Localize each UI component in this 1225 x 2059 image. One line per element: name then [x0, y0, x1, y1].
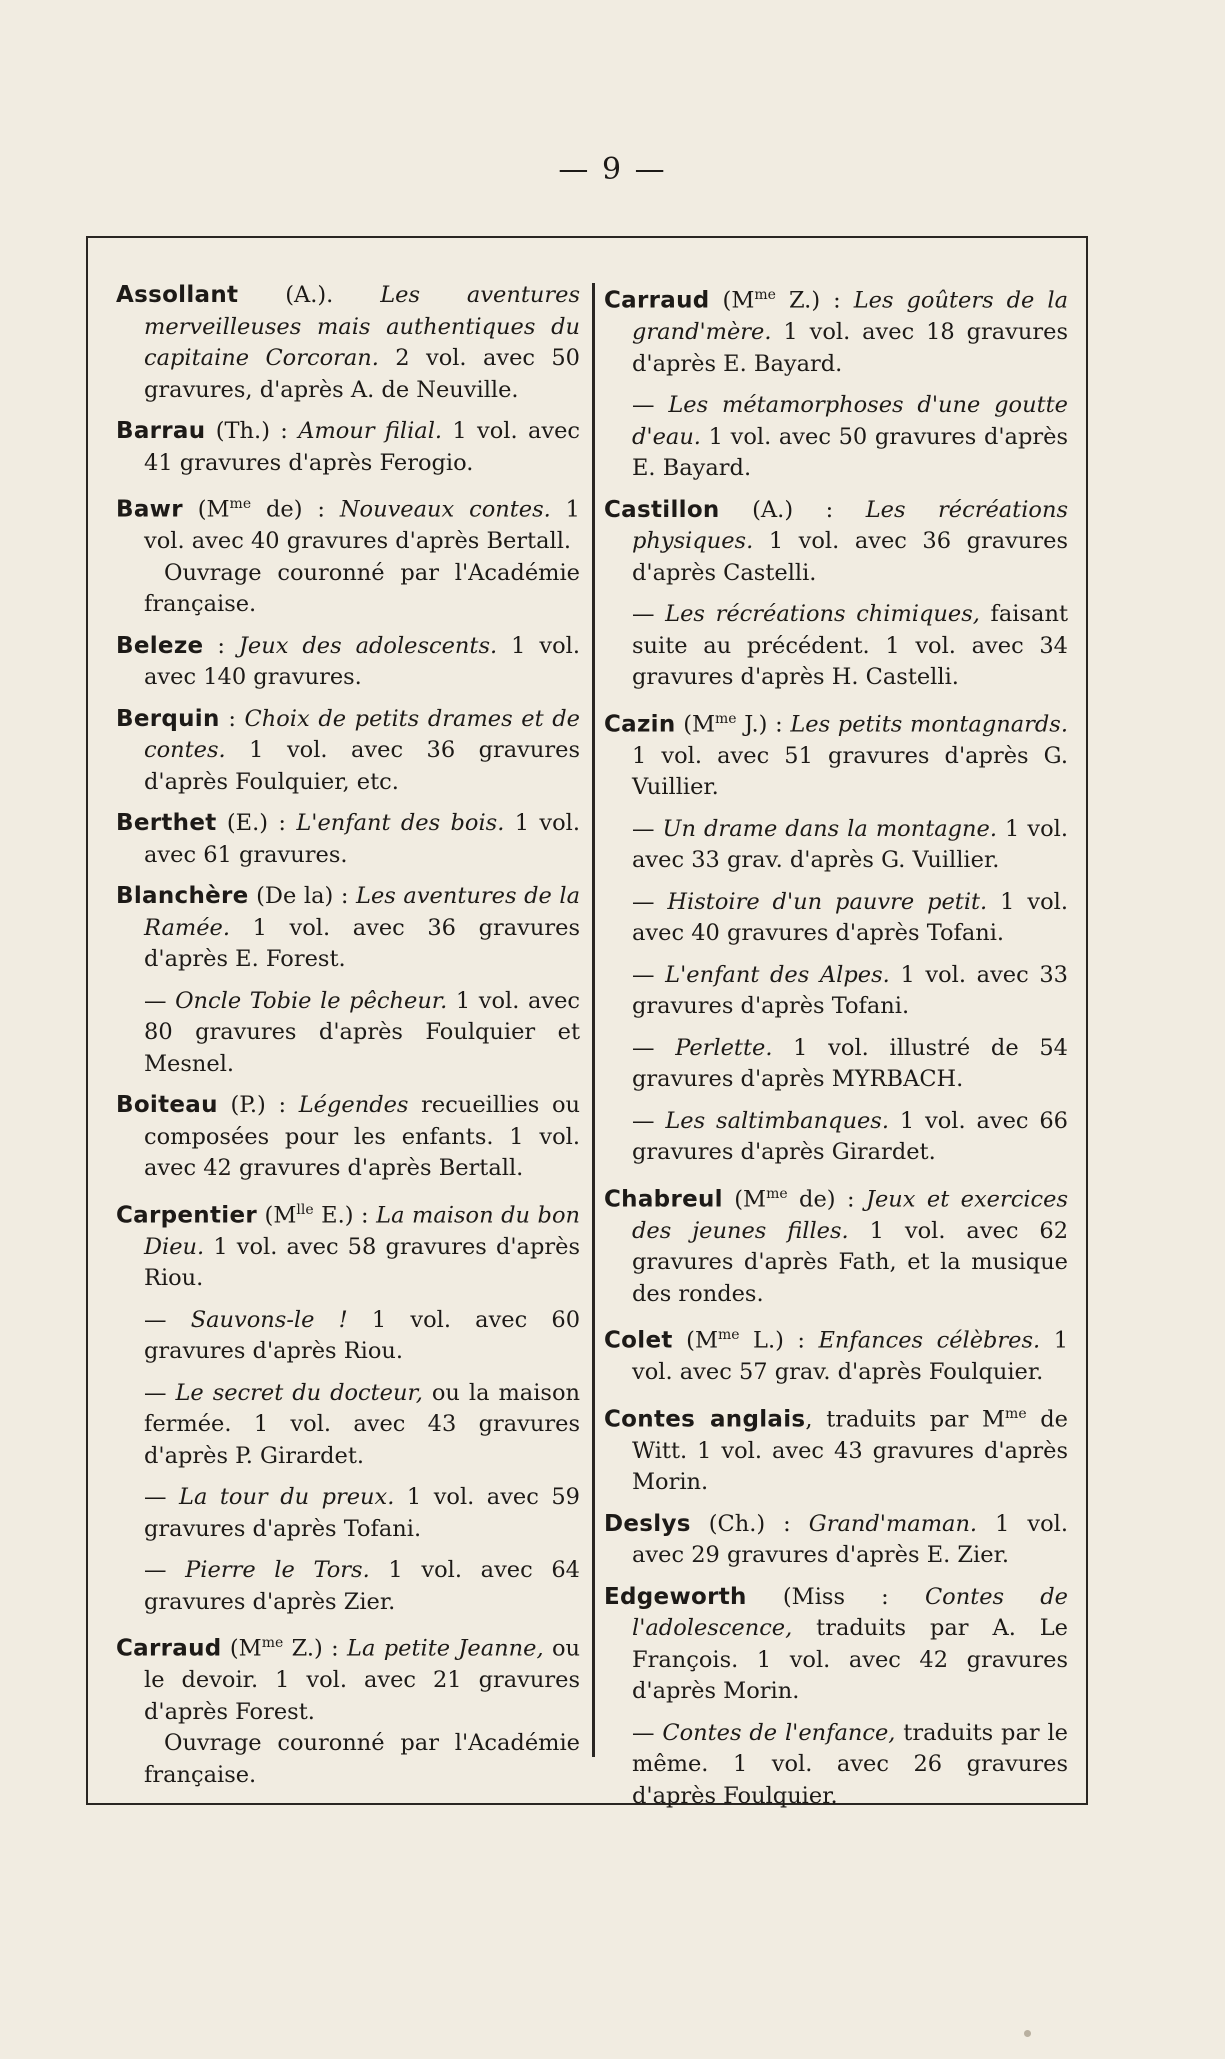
- work-title: Le secret du docteur,: [175, 1379, 423, 1406]
- ditto-dash: —: [632, 961, 666, 988]
- author-details: (P.) :: [217, 1092, 299, 1118]
- ditto-dash: —: [632, 1034, 676, 1061]
- author-name: Colet: [604, 1327, 673, 1354]
- catalog-entry: [116, 1195, 580, 1295]
- author-details: , traduits par M: [805, 1406, 1006, 1432]
- edition-details: 1 vol. avec 61 gravures.: [144, 810, 580, 868]
- edition-details: traduits par le même. 1 vol. avec 26 gravures d'après Foulquier.: [632, 1719, 1069, 1809]
- catalog-entry: [116, 1305, 580, 1368]
- author-details-cont: L.) :: [739, 1327, 819, 1354]
- author-name: Chabreul: [604, 1186, 723, 1212]
- ditto-dash: —: [632, 815, 663, 842]
- catalog-entry: [116, 489, 580, 621]
- author-details: :: [203, 632, 239, 659]
- catalog-entry: [604, 887, 1068, 950]
- left-column: [116, 280, 580, 1801]
- work-title: L'enfant des Alpes.: [665, 961, 890, 988]
- edition-details: faisant suite au précédent. 1 vol. avec 34 gravures d'après H. Castelli.: [632, 601, 1068, 690]
- work-title: Enfances célèbres.: [818, 1327, 1041, 1354]
- edition-details: 1 vol. avec 59 gravures d'après Tofani.: [144, 1484, 580, 1542]
- edition-details: 1 vol. avec 140 gravures.: [144, 632, 581, 690]
- author-name: Blanchère: [116, 883, 249, 909]
- author-name: Barrau: [116, 418, 206, 444]
- work-title: Les récréations chimiques,: [665, 601, 980, 627]
- catalog-entry: [604, 1399, 1068, 1499]
- edition-details: ou le devoir. 1 vol. avec 21 gravures d'après Forest.: [144, 1635, 580, 1725]
- work-title: Les aventures de la Ramée.: [144, 883, 580, 941]
- ditto-dash: —: [632, 392, 669, 418]
- title-abbrev: me: [261, 1635, 284, 1651]
- catalog-entry: [116, 1090, 580, 1185]
- author-details-cont: Z.) :: [775, 287, 854, 314]
- author-name: Berthet: [116, 810, 217, 836]
- edition-details: 1 vol. illustré de 54 gravures d'après MYRBACH.: [632, 1034, 1068, 1092]
- work-title: Pierre le Tors.: [185, 1557, 370, 1583]
- paper-speck: [1024, 2030, 1031, 2037]
- author-details: (Miss :: [746, 1583, 925, 1610]
- catalog-entry: [604, 1033, 1068, 1096]
- work-title: La maison du bon Dieu.: [144, 1202, 580, 1260]
- edition-details: ou la maison fermée. 1 vol. avec 43 gravures d'après P. Girardet.: [144, 1379, 580, 1469]
- work-title: Légendes: [298, 1092, 409, 1118]
- author-details: (M: [709, 287, 755, 314]
- work-title: Histoire d'un pauvre petit.: [667, 888, 988, 915]
- author-name: Edgeworth: [604, 1583, 747, 1610]
- catalog-entry: [604, 1320, 1068, 1389]
- author-details: (Ch.) :: [690, 1510, 809, 1537]
- work-title: Sauvons-le !: [190, 1306, 348, 1333]
- author-name: Bawr: [116, 496, 183, 523]
- title-abbrev: me: [717, 1327, 740, 1343]
- author-details: (A.).: [238, 282, 381, 308]
- edition-details: 1 vol. avec 41 gravures d'après Ferogio.: [144, 418, 581, 476]
- work-title: Les petits montagnards.: [790, 711, 1068, 737]
- work-title: Les métamorphoses d'une goutte d'eau.: [632, 392, 1068, 450]
- author-name: Carraud: [604, 287, 710, 314]
- edition-details: 1 vol. avec 80 gravures d'après Foulquier et Mesnel.: [144, 987, 581, 1077]
- title-abbrev: me: [754, 287, 776, 303]
- author-details: :: [219, 705, 245, 732]
- catalog-entry: [116, 416, 580, 479]
- author-details-cont: Z.) :: [283, 1635, 348, 1662]
- catalog-entry: [604, 280, 1068, 380]
- award-note: Ouvrage couronné par l'Académie française.: [144, 559, 580, 617]
- award-note: Ouvrage couronné par l'Académie française.: [144, 1730, 580, 1788]
- author-details: (E.) :: [216, 810, 297, 836]
- work-title: Perlette.: [675, 1034, 773, 1061]
- author-details: (De la) :: [248, 883, 357, 909]
- author-details-cont: de) :: [787, 1186, 866, 1212]
- author-details: (M: [257, 1202, 297, 1228]
- catalog-entry: [116, 1378, 580, 1473]
- work-title: Contes de l'adolescence,: [632, 1583, 1068, 1641]
- author-details: (A.) :: [719, 496, 866, 523]
- work-title: Amour filial.: [298, 418, 443, 444]
- right-column: [604, 280, 1068, 1822]
- catalog-entry: [604, 390, 1068, 485]
- ditto-dash: —: [144, 1557, 186, 1583]
- work-title: Jeux et exercices des jeunes filles.: [632, 1186, 1069, 1244]
- ditto-dash: —: [632, 601, 666, 627]
- edition-details: traduits par A. Le François. 1 vol. avec 42 gravures d'après Morin.: [632, 1615, 1068, 1704]
- edition-details: 1 vol. avec 50 gravures d'après E. Bayard.: [632, 423, 1068, 481]
- ditto-dash: —: [144, 987, 176, 1014]
- catalog-entry: [116, 631, 580, 694]
- edition-details: 1 vol. avec 40 gravures d'après Tofani.: [632, 888, 1068, 946]
- author-details: (Th.) :: [205, 418, 299, 444]
- work-title: La tour du preux.: [179, 1484, 395, 1510]
- work-title: Choix de petits drames et de contes.: [144, 705, 580, 763]
- catalog-entry: [116, 1482, 580, 1545]
- edition-details: 2 vol. avec 50 gravures, d'après A. de Neuville.: [144, 345, 580, 403]
- work-title: Jeux des adolescents.: [238, 632, 498, 659]
- catalog-entry: [116, 1628, 580, 1791]
- work-title: La petite Jeanne,: [347, 1635, 544, 1662]
- edition-details: 1 vol. avec 66 gravures d'après Girardet.: [632, 1107, 1068, 1165]
- author-details-cont: J.) :: [736, 711, 791, 737]
- ditto-dash: —: [144, 1484, 179, 1510]
- author-name: Boiteau: [116, 1092, 218, 1118]
- work-title: Les aventures merveilleuses mais authentiques du capitaine Corcoran.: [144, 282, 580, 371]
- work-title: Grand'maman.: [808, 1510, 978, 1537]
- catalog-entry: [604, 599, 1068, 694]
- edition-details: 1 vol. avec 36 gravures d'après E. Forest.: [144, 914, 580, 972]
- edition-details: 1 vol. avec 33 grav. d'après G. Vuillier.: [632, 815, 1068, 873]
- edition-details: recueillies ou composées pour les enfants. 1 vol. avec 42 gravures d'après Bertall.: [144, 1092, 580, 1181]
- ditto-dash: —: [632, 888, 668, 915]
- catalog-entry: [604, 1509, 1068, 1572]
- edition-details: 1 vol. avec 40 gravures d'après Bertall.: [144, 496, 580, 554]
- edition-details: 1 vol. avec 57 grav. d'après Foulquier.: [632, 1327, 1069, 1385]
- column-divider: [592, 283, 595, 1757]
- title-abbrev: me: [766, 1185, 788, 1202]
- catalog-entry: [604, 495, 1068, 590]
- edition-details: 1 vol. avec 29 gravures d'après E. Zier.: [632, 1510, 1068, 1568]
- page-number: — 9 —: [558, 152, 667, 187]
- edition-details: 1 vol. avec 51 gravures d'après G. Vuillier.: [632, 742, 1068, 800]
- catalog-entry: [604, 1718, 1068, 1813]
- work-title: Contes de l'enfance,: [662, 1719, 896, 1746]
- ditto-dash: —: [144, 1379, 176, 1406]
- author-details: (M: [182, 496, 230, 523]
- author-name: Carpentier: [116, 1202, 257, 1228]
- author-name: Carraud: [116, 1635, 222, 1662]
- catalog-entry: [116, 986, 580, 1081]
- author-details: (M: [722, 1186, 767, 1212]
- author-name: Assollant: [116, 282, 239, 308]
- edition-details: 1 vol. avec 36 gravures d'après Castelli.: [632, 528, 1068, 586]
- author-details-cont: de Witt.: [632, 1406, 1068, 1464]
- catalog-entry: [116, 881, 580, 976]
- title-abbrev: me: [715, 710, 737, 727]
- edition-details: 1 vol. avec 64 gravures d'après Zier.: [144, 1557, 580, 1615]
- catalog-entry: [604, 960, 1068, 1023]
- ditto-dash: —: [144, 1306, 191, 1333]
- work-title: Les récréations physiques.: [632, 496, 1068, 554]
- catalog-entry: [116, 704, 580, 799]
- edition-details: 1 vol. avec 33 gravures d'après Tofani.: [632, 961, 1068, 1019]
- author-name: Castillon: [604, 496, 720, 523]
- title-abbrev: lle: [296, 1201, 314, 1218]
- edition-details: 1 vol. avec 58 gravures d'après Riou.: [144, 1233, 580, 1291]
- author-details: (M: [675, 711, 716, 737]
- author-details-cont: de) :: [251, 496, 340, 523]
- author-details: (M: [672, 1327, 718, 1354]
- work-title: Oncle Tobie le pêcheur.: [175, 987, 448, 1014]
- catalog-entry: [116, 1555, 580, 1618]
- title-abbrev: me: [229, 496, 252, 512]
- edition-details: 1 vol. avec 60 gravures d'après Riou.: [144, 1306, 581, 1364]
- work-title: L'enfant des bois.: [296, 810, 505, 836]
- author-name: Cazin: [604, 711, 676, 737]
- work-title: Un drame dans la montagne.: [662, 815, 998, 842]
- catalog-entry: [604, 814, 1068, 877]
- work-title: Les goûters de la grand'mère.: [632, 287, 1068, 345]
- catalog-entry: [604, 1106, 1068, 1169]
- edition-details: 1 vol. avec 18 gravures d'après E. Bayard.: [632, 319, 1068, 377]
- catalog-entry: [604, 1582, 1068, 1708]
- catalog-entry: [604, 1179, 1068, 1311]
- work-title: Les saltimbanques.: [665, 1107, 889, 1134]
- edition-details: 1 vol. avec 43 gravures d'après Morin.: [632, 1437, 1068, 1495]
- author-name: Berquin: [116, 705, 220, 732]
- author-name: Deslys: [604, 1510, 691, 1537]
- ditto-dash: —: [632, 1719, 663, 1746]
- catalog-entry: [604, 704, 1068, 804]
- title-abbrev: me: [1005, 1405, 1027, 1422]
- author-details: (M: [221, 1635, 262, 1662]
- author-name: Contes anglais: [604, 1406, 806, 1432]
- edition-details: 1 vol. avec 36 gravures d'après Foulquier, etc.: [144, 737, 580, 795]
- author-details-cont: E.) :: [313, 1202, 377, 1228]
- work-title: Nouveaux contes.: [339, 496, 551, 523]
- edition-details: 1 vol. avec 62 gravures d'après Fath, et la musique des rondes.: [632, 1217, 1069, 1307]
- catalog-entry: [116, 808, 580, 871]
- ditto-dash: —: [632, 1107, 666, 1134]
- catalog-entry: [116, 280, 580, 406]
- author-name: Beleze: [116, 632, 204, 659]
